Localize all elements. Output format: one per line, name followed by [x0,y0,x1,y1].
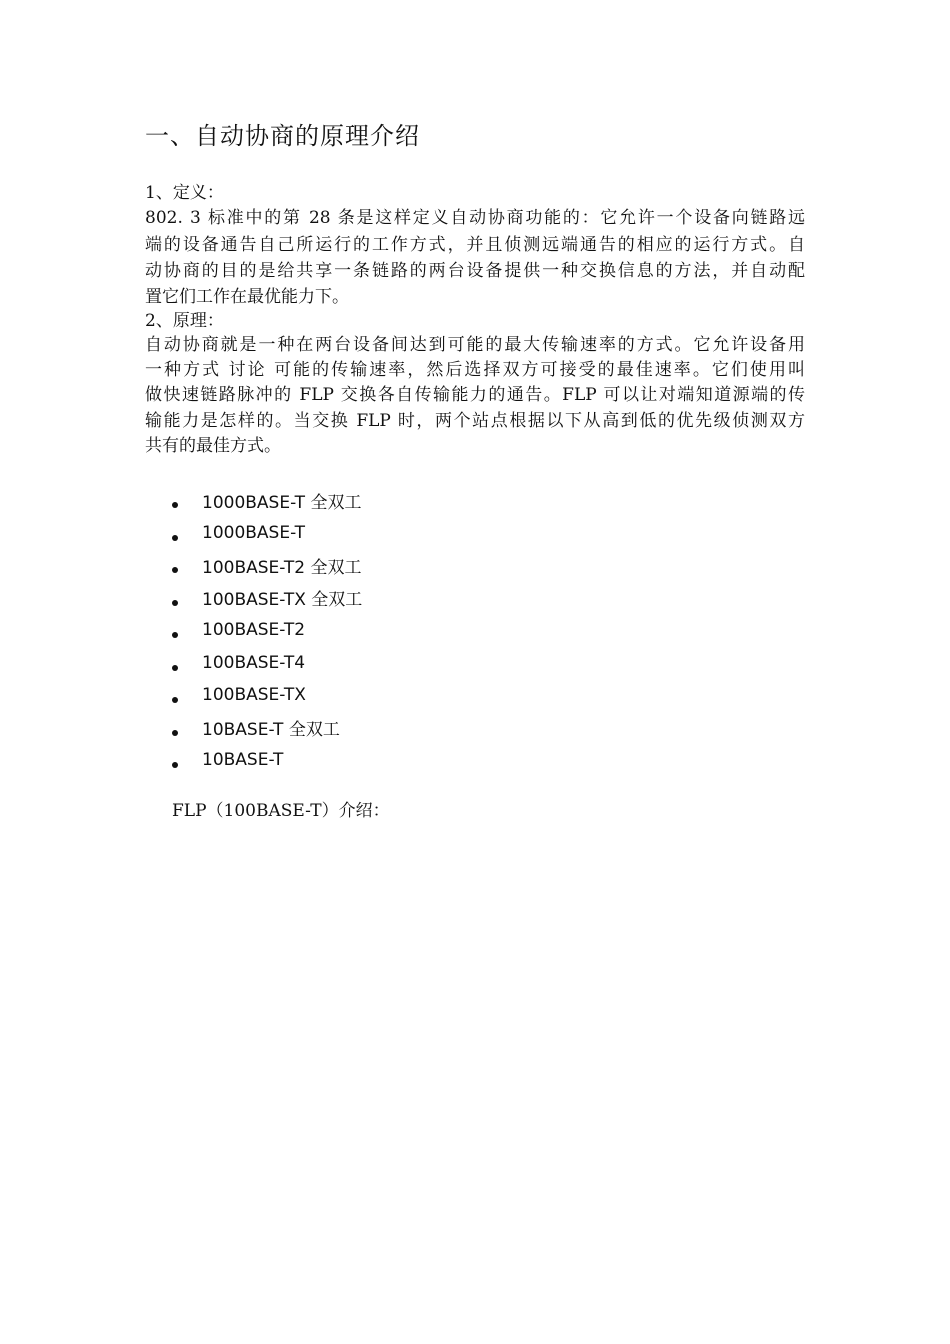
list-item-text: 10BASE-T 全双工 [202,720,340,741]
principle-line-5: 共有的最佳方式。 [145,436,281,456]
list-item [172,517,362,550]
list-item-text: 100BASE-T4 [202,652,306,673]
bullet-icon [172,632,178,638]
page-title: 一、自动协商的原理介绍 [145,122,420,150]
definition-line-3: 动协商的目的是给共享一条链路的两台设备提供一种交换信息的方法，并自动配 [145,261,805,281]
list-item [172,647,362,680]
principle-line-1: 自动协商就是一种在两台设备间达到可能的最大传输速率的方式。它允许设备用 [145,335,805,355]
list-item-text: 100BASE-T2 全双工 [202,557,362,578]
bullet-icon [172,665,178,671]
list-item [172,614,362,647]
list-item [172,744,362,777]
bullet-icon [172,730,178,736]
principle-line-3: 做快速链路脉冲的 FLP 交换各自传输能力的通告。FLP 可以让对端知道源端的传 [145,385,805,405]
bullet-icon [172,535,178,541]
definition-line-4: 置它们工作在最优能力下。 [145,287,349,307]
list-item-text: 100BASE-T2 [202,620,306,641]
list-item-text: 1000BASE-T [202,522,306,543]
list-item-text: 100BASE-TX 全双工 [202,590,363,611]
list-item-text: 10BASE-T [202,750,284,771]
section-definition-label: 1、定义： [145,183,224,203]
list-item [172,679,362,712]
list-item [172,549,362,582]
list-item [172,582,362,615]
principle-line-4: 输能力是怎样的。当交换 FLP 时，两个站点根据以下从高到低的优先级侦测双方 [145,411,805,431]
list-item [172,484,362,517]
bullet-icon [172,697,178,703]
bullet-icon [172,762,178,768]
list-item [172,712,362,745]
bullet-icon [172,600,178,606]
definition-line-2: 端的设备通告自己所运行的工作方式，并且侦测远端通告的相应的运行方式。自 [145,235,805,255]
section-principle-label: 2、原理： [145,311,224,331]
bullet-icon [172,567,178,573]
list-item-text: 1000BASE-T 全双工 [202,492,362,513]
ethernet-mode-priority-list [172,484,362,777]
list-item-text: 100BASE-TX [202,685,306,706]
bullet-icon [172,502,178,508]
definition-line-1: 802. 3 标准中的第 28 条是这样定义自动协商功能的：它允许一个设备向链路远 [145,208,805,228]
principle-line-2: 一种方式 讨论 可能的传输速率，然后选择双方可接受的最佳速率。它们使用叫 [145,360,805,380]
flp-intro-heading: FLP（100BASE-T）介绍： [172,801,390,821]
